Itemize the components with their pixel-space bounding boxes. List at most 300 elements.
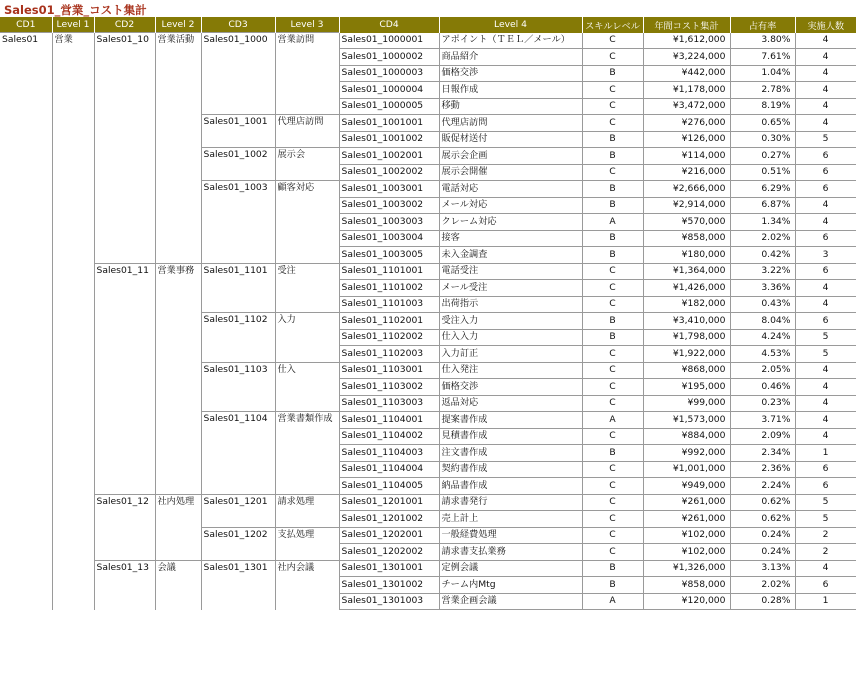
level1-cell [52,362,94,379]
level4-cell: 入力訂正 [439,346,582,363]
annual-cost-cell: ¥216,000 [643,164,730,181]
level4-cell: 納品書作成 [439,478,582,495]
level1-cell [52,461,94,478]
level2-cell [155,511,201,528]
level4-cell: 注文書作成 [439,445,582,462]
share-cell: 0.62% [730,511,795,528]
header-people: 実施人数 [795,17,856,33]
annual-cost-cell: ¥1,426,000 [643,280,730,297]
cd4-cell: Sales01_1104004 [339,461,439,478]
cd4-cell: Sales01_1003005 [339,247,439,264]
level4-cell: メール対応 [439,197,582,214]
cd3-cell: Sales01_1003 [201,181,275,198]
cd1-cell [0,148,52,165]
level1-cell [52,478,94,495]
cd4-cell: Sales01_1301003 [339,593,439,610]
level4-cell: 電話受注 [439,263,582,280]
share-cell: 3.22% [730,263,795,280]
level3-cell [275,379,339,396]
skill-level-cell: B [582,148,643,165]
level3-cell [275,577,339,594]
annual-cost-cell: ¥1,612,000 [643,33,730,49]
level4-cell: 返品対応 [439,395,582,412]
cd1-cell [0,478,52,495]
cd3-cell [201,197,275,214]
cd4-cell: Sales01_1104003 [339,445,439,462]
level4-cell: 展示会企画 [439,148,582,165]
people-cell: 4 [795,280,856,297]
skill-level-cell: C [582,280,643,297]
level3-cell [275,511,339,528]
cd4-cell: Sales01_1102001 [339,313,439,330]
level1-cell [52,197,94,214]
cd4-cell: Sales01_1001001 [339,115,439,132]
skill-level-cell: C [582,115,643,132]
cd2-cell [94,461,155,478]
annual-cost-cell: ¥992,000 [643,445,730,462]
level3-cell: 受注 [275,263,339,280]
cd2-cell [94,379,155,396]
people-cell: 6 [795,164,856,181]
level1-cell [52,494,94,511]
header-skill-level: スキルレベル [582,17,643,33]
people-cell: 6 [795,148,856,165]
cd2-cell [94,280,155,297]
cd3-cell [201,214,275,231]
level3-cell [275,445,339,462]
cd1-cell [0,346,52,363]
cd4-cell: Sales01_1000005 [339,98,439,115]
level4-cell: 商品紹介 [439,49,582,66]
header-level2: Level 2 [155,17,201,33]
annual-cost-cell: ¥102,000 [643,544,730,561]
cd1-cell [0,230,52,247]
level1-cell [52,544,94,561]
annual-cost-cell: ¥858,000 [643,577,730,594]
cd2-cell [94,412,155,429]
level1-cell [52,560,94,577]
cd3-cell [201,280,275,297]
people-cell: 6 [795,313,856,330]
level2-cell [155,230,201,247]
level4-cell: 契約書作成 [439,461,582,478]
level1-cell [52,148,94,165]
annual-cost-cell: ¥126,000 [643,131,730,148]
cd1-cell [0,329,52,346]
level1-cell [52,164,94,181]
cd4-cell: Sales01_1101001 [339,263,439,280]
level3-cell [275,197,339,214]
people-cell: 4 [795,49,856,66]
table-row [0,33,856,49]
level2-cell [155,445,201,462]
cd1-cell [0,428,52,445]
table-row [0,49,856,66]
level3-cell [275,428,339,445]
table-row [0,494,856,511]
skill-level-cell: C [582,33,643,49]
cd3-cell [201,544,275,561]
cd3-cell: Sales01_1001 [201,115,275,132]
skill-level-cell: C [582,82,643,99]
people-cell: 4 [795,296,856,313]
annual-cost-cell: ¥1,922,000 [643,346,730,363]
skill-level-cell: A [582,412,643,429]
cd3-cell [201,445,275,462]
level2-cell [155,82,201,99]
annual-cost-cell: ¥3,224,000 [643,49,730,66]
cd3-cell [201,164,275,181]
level3-cell: 代理店訪問 [275,115,339,132]
level3-cell [275,395,339,412]
cd1-cell [0,379,52,396]
level1-cell [52,527,94,544]
cd3-cell: Sales01_1202 [201,527,275,544]
level1-cell [52,445,94,462]
level4-cell: チーム内Mtg [439,577,582,594]
skill-level-cell: B [582,445,643,462]
level2-cell [155,412,201,429]
table-row [0,65,856,82]
cd1-cell [0,511,52,528]
cd1-cell [0,593,52,610]
level3-cell: 社内会議 [275,560,339,577]
level1-cell [52,214,94,231]
people-cell: 6 [795,461,856,478]
share-cell: 1.34% [730,214,795,231]
table-row [0,527,856,544]
share-cell: 2.02% [730,577,795,594]
skill-level-cell: B [582,577,643,594]
table-row [0,230,856,247]
cd1-cell [0,445,52,462]
cd4-cell: Sales01_1201002 [339,511,439,528]
level2-cell [155,65,201,82]
cd4-cell: Sales01_1003002 [339,197,439,214]
skill-level-cell: B [582,329,643,346]
skill-level-cell: C [582,494,643,511]
level4-cell: 未入金調査 [439,247,582,264]
people-cell: 6 [795,263,856,280]
cd2-cell [94,82,155,99]
level4-cell: メール受注 [439,280,582,297]
people-cell: 1 [795,593,856,610]
skill-level-cell: C [582,98,643,115]
people-cell: 4 [795,428,856,445]
people-cell: 5 [795,494,856,511]
cd4-cell: Sales01_1002002 [339,164,439,181]
skill-level-cell: C [582,362,643,379]
cd3-cell: Sales01_1201 [201,494,275,511]
cd1-cell [0,577,52,594]
skill-level-cell: B [582,65,643,82]
cd3-cell [201,395,275,412]
level3-cell [275,593,339,610]
cd3-cell [201,230,275,247]
people-cell: 4 [795,197,856,214]
annual-cost-cell: ¥195,000 [643,379,730,396]
annual-cost-cell: ¥261,000 [643,511,730,528]
cd3-cell: Sales01_1002 [201,148,275,165]
cd1-cell [0,65,52,82]
cd1-cell [0,412,52,429]
skill-level-cell: B [582,230,643,247]
people-cell: 4 [795,33,856,49]
level2-cell [155,577,201,594]
level1-cell [52,428,94,445]
level1-cell [52,296,94,313]
cd4-cell: Sales01_1104001 [339,412,439,429]
level2-cell [155,313,201,330]
cd3-cell: Sales01_1101 [201,263,275,280]
header-share: 占有率 [730,17,795,33]
people-cell: 4 [795,65,856,82]
level3-cell: 入力 [275,313,339,330]
annual-cost-cell: ¥1,573,000 [643,412,730,429]
header-cd3: CD3 [201,17,275,33]
level3-cell [275,280,339,297]
cd1-cell [0,131,52,148]
level1-cell [52,412,94,429]
skill-level-cell: A [582,214,643,231]
cd2-cell [94,214,155,231]
table-row [0,560,856,577]
cd3-cell: Sales01_1301 [201,560,275,577]
skill-level-cell: B [582,181,643,198]
cd4-cell: Sales01_1003004 [339,230,439,247]
table-row [0,346,856,363]
cd2-cell [94,544,155,561]
share-cell: 0.24% [730,527,795,544]
table-row [0,511,856,528]
skill-level-cell: C [582,428,643,445]
cd2-cell [94,98,155,115]
cd4-cell: Sales01_1000003 [339,65,439,82]
annual-cost-cell: ¥182,000 [643,296,730,313]
cd4-cell: Sales01_1102002 [339,329,439,346]
level2-cell [155,197,201,214]
people-cell: 4 [795,395,856,412]
cd2-cell [94,148,155,165]
table-row [0,379,856,396]
cd2-cell [94,593,155,610]
level3-cell [275,49,339,66]
annual-cost-cell: ¥1,364,000 [643,263,730,280]
report-title: Sales01_営業_コスト集計 [4,3,147,17]
table-row [0,445,856,462]
level2-cell [155,428,201,445]
level3-cell [275,65,339,82]
people-cell: 2 [795,527,856,544]
skill-level-cell: C [582,379,643,396]
cd4-cell: Sales01_1301002 [339,577,439,594]
cd2-cell [94,313,155,330]
table-row [0,412,856,429]
table-row [0,478,856,495]
level3-cell: 営業書類作成 [275,412,339,429]
level1-cell [52,280,94,297]
share-cell: 2.02% [730,230,795,247]
cd1-cell [0,527,52,544]
people-cell: 6 [795,230,856,247]
level4-cell: クレーム対応 [439,214,582,231]
level2-cell [155,379,201,396]
level2-cell [155,527,201,544]
level2-cell [155,247,201,264]
skill-level-cell: C [582,395,643,412]
share-cell: 2.34% [730,445,795,462]
cd1-cell [0,313,52,330]
skill-level-cell: C [582,478,643,495]
cd1-cell: Sales01 [0,33,52,49]
level4-cell: アポイント（ＴＥＬ／メール） [439,33,582,49]
level1-cell [52,98,94,115]
cd1-cell [0,263,52,280]
cd3-cell [201,577,275,594]
table-row [0,197,856,214]
cd4-cell: Sales01_1301001 [339,560,439,577]
skill-level-cell: B [582,131,643,148]
level2-cell: 会議 [155,560,201,577]
share-cell: 0.28% [730,593,795,610]
cd3-cell [201,49,275,66]
cd4-cell: Sales01_1103003 [339,395,439,412]
table-row [0,98,856,115]
people-cell: 5 [795,346,856,363]
level1-cell [52,511,94,528]
level2-cell: 営業活動 [155,33,201,49]
cd2-cell [94,527,155,544]
level4-cell: 展示会開催 [439,164,582,181]
level4-cell: 販促材送付 [439,131,582,148]
level3-cell [275,82,339,99]
cd2-cell [94,296,155,313]
cd1-cell [0,544,52,561]
share-cell: 0.30% [730,131,795,148]
people-cell: 6 [795,181,856,198]
cd2-cell [94,230,155,247]
cd4-cell: Sales01_1000004 [339,82,439,99]
table-row [0,263,856,280]
cd1-cell [0,461,52,478]
level1-cell [52,379,94,396]
cd2-cell [94,445,155,462]
share-cell: 0.62% [730,494,795,511]
cd4-cell: Sales01_1003003 [339,214,439,231]
cd3-cell [201,346,275,363]
cd2-cell [94,49,155,66]
skill-level-cell: B [582,247,643,264]
skill-level-cell: C [582,263,643,280]
skill-level-cell: C [582,164,643,181]
level4-cell: 見積書作成 [439,428,582,445]
annual-cost-cell: ¥858,000 [643,230,730,247]
cd2-cell: Sales01_10 [94,33,155,49]
skill-level-cell: C [582,296,643,313]
cd3-cell [201,131,275,148]
cost-summary-table [0,17,856,610]
table-row [0,544,856,561]
annual-cost-cell: ¥180,000 [643,247,730,264]
people-cell: 3 [795,247,856,264]
level1-cell [52,247,94,264]
annual-cost-cell: ¥3,410,000 [643,313,730,330]
level4-cell: 一般経費処理 [439,527,582,544]
level3-cell [275,346,339,363]
level1-cell [52,131,94,148]
cd3-cell: Sales01_1000 [201,33,275,49]
share-cell: 6.29% [730,181,795,198]
level3-cell: 展示会 [275,148,339,165]
share-cell: 0.51% [730,164,795,181]
cd2-cell: Sales01_13 [94,560,155,577]
level3-cell [275,296,339,313]
share-cell: 2.05% [730,362,795,379]
level3-cell [275,544,339,561]
level3-cell: 請求処理 [275,494,339,511]
level1-cell [52,82,94,99]
table-row [0,296,856,313]
people-cell: 4 [795,412,856,429]
level2-cell [155,544,201,561]
skill-level-cell: C [582,527,643,544]
level2-cell [155,214,201,231]
level2-cell [155,461,201,478]
cd2-cell [94,164,155,181]
level2-cell [155,148,201,165]
cd1-cell [0,560,52,577]
level1-cell [52,263,94,280]
level4-cell: 仕入発注 [439,362,582,379]
level3-cell [275,230,339,247]
table-body [0,33,856,610]
level4-cell: 提案書作成 [439,412,582,429]
level1-cell [52,395,94,412]
annual-cost-cell: ¥442,000 [643,65,730,82]
level1-cell [52,115,94,132]
cd2-cell [94,131,155,148]
annual-cost-cell: ¥2,666,000 [643,181,730,198]
table-row [0,329,856,346]
people-cell: 6 [795,478,856,495]
header-cd1: CD1 [0,17,52,33]
level2-cell [155,98,201,115]
annual-cost-cell: ¥1,798,000 [643,329,730,346]
cd2-cell: Sales01_12 [94,494,155,511]
level4-cell: 日報作成 [439,82,582,99]
cd2-cell [94,65,155,82]
cd1-cell [0,98,52,115]
cd1-cell [0,197,52,214]
annual-cost-cell: ¥261,000 [643,494,730,511]
level2-cell [155,296,201,313]
share-cell: 8.04% [730,313,795,330]
level1-cell [52,181,94,198]
cd2-cell [94,362,155,379]
level3-cell [275,164,339,181]
skill-level-cell: B [582,197,643,214]
level2-cell: 営業事務 [155,263,201,280]
cd3-cell: Sales01_1102 [201,313,275,330]
level1-cell [52,593,94,610]
people-cell: 4 [795,214,856,231]
level1-cell [52,346,94,363]
people-cell: 4 [795,560,856,577]
header-row [0,17,856,33]
annual-cost-cell: ¥2,914,000 [643,197,730,214]
level2-cell [155,593,201,610]
cd1-cell [0,494,52,511]
